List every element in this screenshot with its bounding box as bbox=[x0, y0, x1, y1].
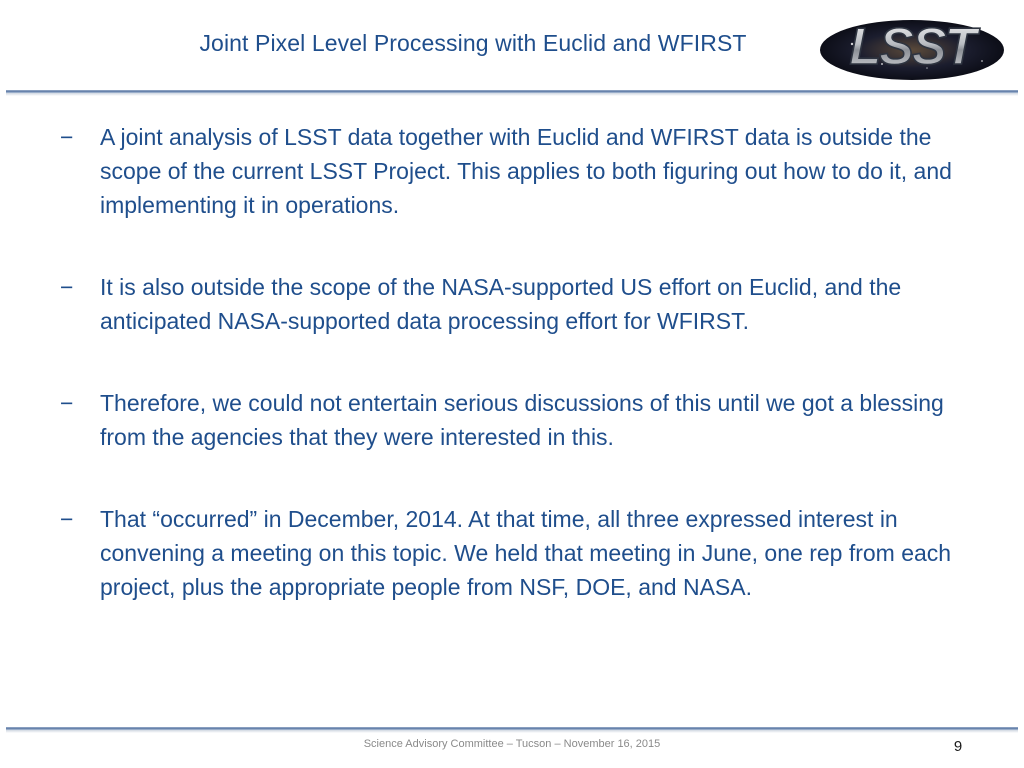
bullet-marker: − bbox=[60, 274, 74, 300]
slide-title: Joint Pixel Level Processing with Euclid and WFIRST bbox=[199, 30, 747, 56]
logo-text: LSST bbox=[849, 18, 975, 76]
bullet-text: That “occurred” in December, 2014. At that time, all three expressed interest in convening a meeting on this topic. We held that meeting in June, one rep from each project, plus the appropriate people from NSF, DOE, and NASA. bbox=[100, 506, 952, 600]
bullet-text: Therefore, we could not entertain serious discussions of this until we got a blessing from the agencies that they were interested in this. bbox=[100, 390, 944, 450]
page-number: 9 bbox=[953, 738, 963, 755]
header-divider-shadow bbox=[6, 93, 1018, 96]
bullet-text: It is also outside the scope of the NASA-supported US effort on Euclid, and the anticipated NASA-supported data processing effort for WFIRST. bbox=[100, 274, 902, 334]
bullet-marker: − bbox=[60, 124, 74, 150]
bullet-text: A joint analysis of LSST data together with Euclid and WFIRST data is outside the scope of the current LSST Project. This applies to both figuring out how to do it, and implementing it in operations. bbox=[100, 124, 952, 218]
bullet-marker: − bbox=[60, 390, 74, 416]
footer-text: Science Advisory Committee – Tucson – November 16, 2015 bbox=[363, 738, 661, 750]
bullet-marker: − bbox=[60, 506, 74, 532]
footer-divider-shadow bbox=[6, 730, 1018, 733]
lsst-logo bbox=[812, 6, 1012, 88]
